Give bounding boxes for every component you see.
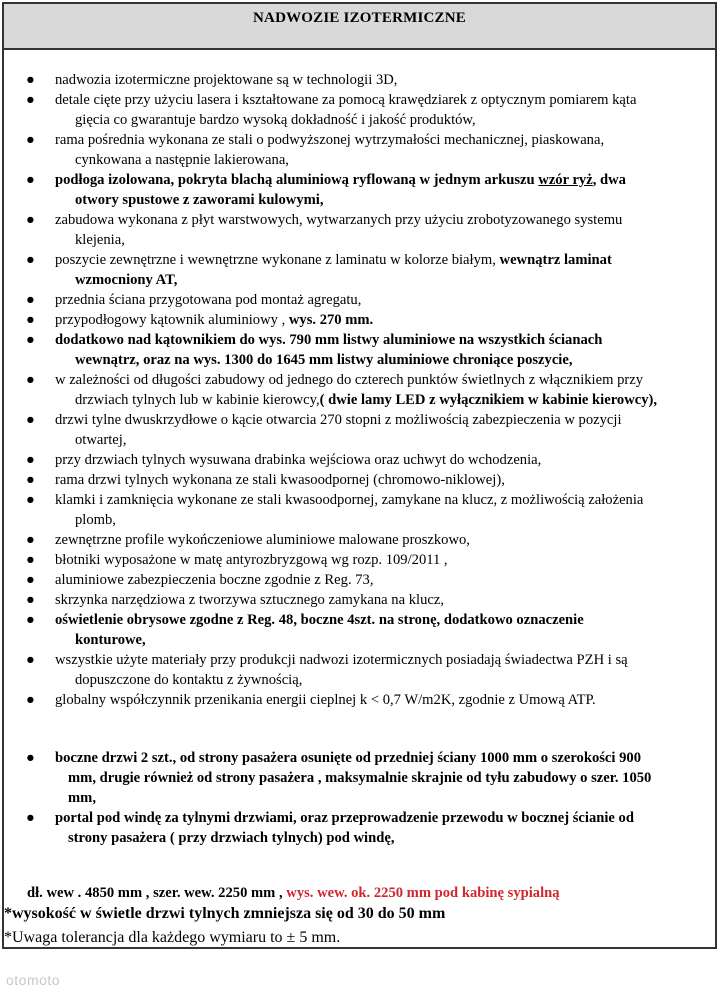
text-line: aluminiowe zabezpieczenia boczne zgodnie z Reg. 73, [55, 572, 374, 588]
list-item [26, 450, 706, 470]
text-line: wzmocniony AT, [75, 272, 178, 288]
list-item [26, 410, 706, 450]
height-note: *wysokość w świetle drzwi tylnych zmniejsza się od 30 do 50 mm [4, 905, 446, 922]
bullet-icon: ● [26, 372, 35, 388]
bullet-icon: ● [26, 292, 35, 308]
text-line: wewnątrz laminat [499, 252, 612, 268]
text-line: nadwozia izotermiczne projektowane są w technologii 3D, [55, 72, 398, 88]
text-line: podłoga izolowana, pokryta blachą aluminiową ryflowaną w jednym arkuszu [55, 172, 539, 188]
list-item [26, 808, 706, 848]
bullet-icon: ● [26, 132, 35, 148]
bullet-icon: ● [26, 572, 35, 588]
text-line: boczne drzwi 2 szt., od strony pasażera osunięte od przedniej ściany 1000 mm o szerokości 900 [55, 750, 642, 766]
list-item [26, 470, 706, 490]
text-line: przypodłogowy kątownik aluminiowy , [55, 312, 289, 328]
bullet-icon: ● [26, 612, 35, 628]
bullet-icon: ● [26, 252, 35, 268]
text-line: rama drzwi tylnych wykonana ze stali kwasoodpornej (chromowo-niklowej), [55, 472, 505, 488]
bullet-icon: ● [26, 692, 35, 708]
text-line: globalny współczynnik przenikania energii cieplnej k < 0,7 W/m2K, zgodnie z Umową ATP. [55, 692, 596, 708]
bullet-icon: ● [26, 532, 35, 548]
bullet-icon: ● [26, 312, 35, 328]
text-line: drzwiach tylnych lub w kabinie kierowcy, [75, 392, 320, 408]
text-line: dopuszczone do kontaktu z żywnością, [75, 672, 303, 688]
list-item [26, 690, 706, 710]
text-line: błotniki wyposażone w matę antyrozbryzgową wg rozp. 109/2011 , [55, 552, 448, 568]
bullet-icon: ● [26, 492, 35, 508]
text-line: otwory spustowe z zaworami kulowymi, [75, 192, 324, 208]
text-line: zewnętrzne profile wykończeniowe aluminiowe malowane proszkowo, [55, 532, 470, 548]
tolerance-note: *Uwaga tolerancja dla każdego wymiaru to ± 5 mm. [4, 929, 341, 946]
text-line: dodatkowo nad kątownikiem do wys. 790 mm listwy aluminiowe na wszystkich ścianach [55, 332, 603, 348]
text-line: klejenia, [75, 232, 125, 248]
text-line: gięcia co gwarantuje bardzo wysoką dokładność i jakość produktów, [75, 112, 476, 128]
text-line: rama pośrednia wykonana ze stali o podwyższonej wytrzymałości mechanicznej, piaskowana, [55, 132, 605, 148]
list-item [26, 130, 706, 170]
internal-dimensions [27, 885, 560, 902]
list-item [26, 550, 706, 570]
text-line: wys. 270 mm. [288, 312, 374, 328]
list-item [26, 570, 706, 590]
text-line: wszystkie użyte materiały przy produkcji nadwozi izotermicznych posiadają świadectwa PZH i są [55, 652, 628, 668]
list-item [26, 530, 706, 550]
text-line: skrzynka narzędziowa z tworzywa sztucznego zamykana na klucz, [55, 592, 444, 608]
text-line: cynkowana a następnie lakierowana, [75, 152, 289, 168]
bullet-icon: ● [26, 750, 35, 766]
text-line: wewnątrz, oraz na wys. 1300 do 1645 mm listwy aluminiowe chroniące poszycie, [75, 352, 573, 368]
bullet-icon: ● [26, 92, 35, 108]
bullet-icon: ● [26, 172, 35, 188]
height-highlight: wys. wew. ok. 2250 mm pod kabinę sypialną [286, 885, 560, 901]
bullet-icon: ● [26, 412, 35, 428]
text-line: , dwa [592, 172, 626, 188]
list-item [26, 370, 706, 410]
bullet-icon: ● [26, 452, 35, 468]
text-line: ( dwie lamy LED z wyłącznikiem w kabinie kierowcy), [319, 392, 658, 408]
bullet-icon: ● [26, 332, 35, 348]
bullet-icon: ● [26, 552, 35, 568]
bullet-icon: ● [26, 472, 35, 488]
text-line: w zależności od długości zabudowy od jednego do czterech punktów świetlnych z włącznikiem przy [55, 372, 644, 388]
text-line: poszycie zewnętrzne i wewnętrzne wykonane z laminatu w kolorze białym, [55, 252, 500, 268]
bullet-icon: ● [26, 652, 35, 668]
text-line: przy drzwiach tylnych wysuwana drabinka wejściowa oraz uchwyt do wchodzenia, [55, 452, 542, 468]
bullet-icon: ● [26, 592, 35, 608]
bullet-icon: ● [26, 72, 35, 88]
list-item [26, 610, 706, 650]
text-line: przednia ściana przygotowana pod montaż agregatu, [55, 292, 362, 308]
list-item [26, 250, 706, 290]
text-line: mm, drugie również od strony pasażera , maksymalnie skrajnie od tyłu zabudowy o szer. 1050 [68, 770, 652, 786]
list-item [26, 310, 706, 330]
page-title: NADWOZIE IZOTERMICZNE [253, 10, 466, 26]
text-line: detale cięte przy użyciu lasera i kształtowane za pomocą krawędziarek z optycznym pomiarem kąta [55, 92, 637, 108]
spec-list [26, 70, 706, 710]
text-line: klamki i zamknięcia wykonane ze stali kwasoodpornej, zamykane na klucz, z możliwością założenia [55, 492, 644, 508]
list-item [26, 210, 706, 250]
text-line: drzwi tylne dwuskrzydłowe o kącie otwarcia 270 stopni z możliwością zabezpieczenia w pozycji [55, 412, 622, 428]
extras-list [26, 748, 706, 848]
text-line: portal pod windę za tylnymi drzwiami, oraz przeprowadzenie przewodu w bocznej ścianie od [55, 810, 634, 826]
list-item [26, 290, 706, 310]
text-line: mm, [68, 790, 96, 806]
list-item [26, 590, 706, 610]
text-line: plomb, [75, 512, 116, 528]
list-item [26, 330, 706, 370]
text-line: dł. wew . 4850 mm , szer. wew. 2250 mm , [27, 885, 287, 901]
list-item [26, 650, 706, 690]
list-item [26, 748, 706, 808]
list-item [26, 90, 706, 130]
header-bar [4, 4, 715, 50]
floor-pattern-label: wzór ryż [538, 172, 593, 188]
watermark-logo: otomoto [6, 972, 61, 988]
text-line: strony pasażera ( przy drzwiach tylnych) pod windę, [68, 830, 395, 846]
list-item [26, 170, 706, 210]
bullet-icon: ● [26, 810, 35, 826]
text-line: otwartej, [75, 432, 127, 448]
bullet-icon: ● [26, 212, 35, 228]
text-line: konturowe, [75, 632, 146, 648]
text-line: oświetlenie obrysowe zgodne z Reg. 48, boczne 4szt. na stronę, dodatkowo oznaczenie [55, 612, 584, 628]
list-item [26, 490, 706, 530]
text-line: zabudowa wykonana z płyt warstwowych, wytwarzanych przy użyciu zrobotyzowanego systemu [55, 212, 623, 228]
list-item [26, 70, 706, 90]
